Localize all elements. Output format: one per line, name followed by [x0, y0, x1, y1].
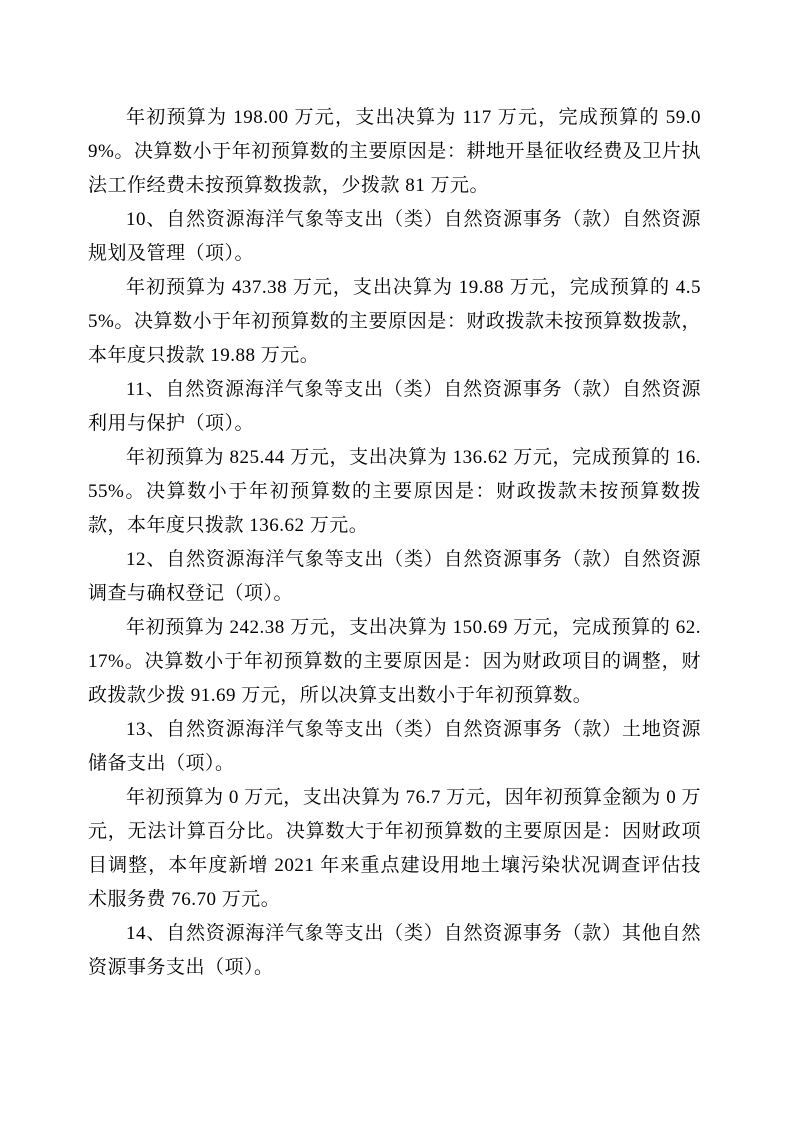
- numbered-item-paragraph: 11、自然资源海洋气象等支出（类）自然资源事务（款）自然资源利用与保护（项）。: [88, 379, 701, 434]
- body-paragraph: 年初预算为 198.00 万元，支出决算为 117 万元，完成预算的 59.09%。决算数小于年初预算数的主要原因是：耕地开垦征收经费及卫片执法工作经费未按预算数拨款，少拨款 81 万元。: [88, 107, 701, 196]
- numbered-item-paragraph: 14、自然资源海洋气象等支出（类）自然资源事务（款）其他自然资源事务支出（项）。: [88, 923, 701, 978]
- document-body: [88, 101, 701, 985]
- body-paragraph: 年初预算为 437.38 万元，支出决算为 19.88 万元，完成预算的 4.55%。决算数小于年初预算数的主要原因是：财政拨款未按预算数拨款，本年度只拨款 19.88 万元。: [88, 277, 701, 366]
- numbered-item-paragraph: 10、自然资源海洋气象等支出（类）自然资源事务（款）自然资源规划及管理（项）。: [88, 209, 701, 264]
- body-paragraph: 年初预算为 825.44 万元，支出决算为 136.62 万元，完成预算的 16.55%。决算数小于年初预算数的主要原因是：财政拨款未按预算数拨款，本年度只拨款 136.62 万元。: [88, 447, 701, 536]
- body-paragraph: 年初预算为 242.38 万元，支出决算为 150.69 万元，完成预算的 62.17%。决算数小于年初预算数的主要原因是：因为财政项目的调整，财政拨款少拨 91.69 万元，所以决算支出数小于年初预算数。: [88, 617, 701, 706]
- body-paragraph: 年初预算为 0 万元，支出决算为 76.7 万元，因年初预算金额为 0 万元，无法计算百分比。决算数大于年初预算数的主要原因是：因财政项目调整，本年度新增 2021 年来重点建设用地土壤污染状况调查评估技术服务费 76.70 万元。: [88, 787, 701, 910]
- numbered-item-paragraph: 13、自然资源海洋气象等支出（类）自然资源事务（款）土地资源储备支出（项）。: [88, 719, 701, 774]
- numbered-item-paragraph: 12、自然资源海洋气象等支出（类）自然资源事务（款）自然资源调查与确权登记（项）。: [88, 549, 701, 604]
